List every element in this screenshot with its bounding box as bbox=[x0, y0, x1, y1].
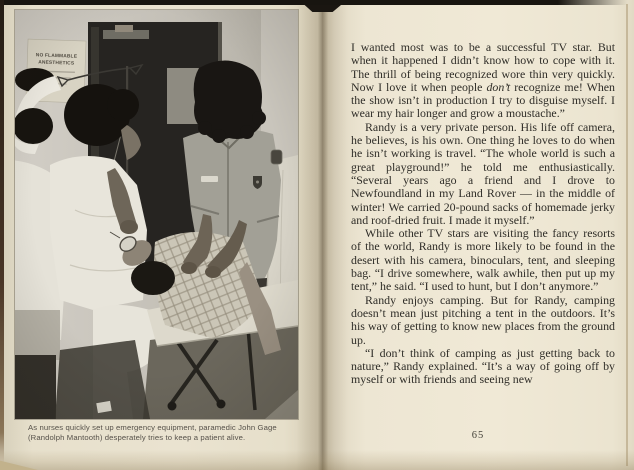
paragraph: Randy enjoys camping. But for Randy, camping doesn’t mean just pitching a tent in the outdoors. It’s his way of getting to know new places from the ground up. bbox=[351, 292, 615, 347]
body-text bbox=[351, 41, 615, 387]
book-top-edge bbox=[0, 0, 634, 5]
page-bottom-edge bbox=[0, 450, 634, 470]
left-page bbox=[4, 0, 322, 470]
paragraph: “I don’t think of camping as just getting back to nature,” Randy explained. “It’s a way of going off by myself or with friends and seeing new bbox=[351, 345, 615, 387]
photo bbox=[15, 10, 298, 419]
right-page bbox=[322, 0, 634, 470]
book-right-edge bbox=[626, 4, 628, 466]
paragraph: I wanted most was to be a successful TV star. But when it happened I didn’t know how to cope with it. The thrill of being recognized wore thin very quickly. Now I love it when people don’t recognize me! When the show isn’t in production I try to disguise myself. I wear my hair longer and grow a moustache.” bbox=[351, 40, 615, 121]
paragraph: While other TV stars are visiting the fancy resorts of the world, Randy is more likely to be found in the desert with his camera, binoculars, tent, and sleeping bag. “I drive somewhere, walk awhile, then put up my tent,” he said. “I used to hunt, but I don’t anymore.” bbox=[351, 226, 615, 294]
photo-illustration bbox=[15, 10, 298, 419]
page-number: 65 bbox=[471, 430, 485, 441]
photo-vignette bbox=[15, 10, 298, 419]
paragraph: Randy is a very private person. His life off camera, he believes, is his own. One thing he loves to do when he isn’t working is travel. “The whole world is such a great playground!” he told me enthusiastically. “Several years ago a friend and I drove to Newfoundland in my Land Rover — in the middle of winter! We carried 20-pound sacks of homemade jerky and roof-dried fruit. I made it myself.” bbox=[351, 119, 615, 227]
photo-caption: As nurses quickly set up emergency equipment, paramedic John Gage (Randolph Mantooth) desperately tries to keep a patient alive. bbox=[28, 423, 277, 442]
book-left-edge bbox=[0, 0, 4, 470]
